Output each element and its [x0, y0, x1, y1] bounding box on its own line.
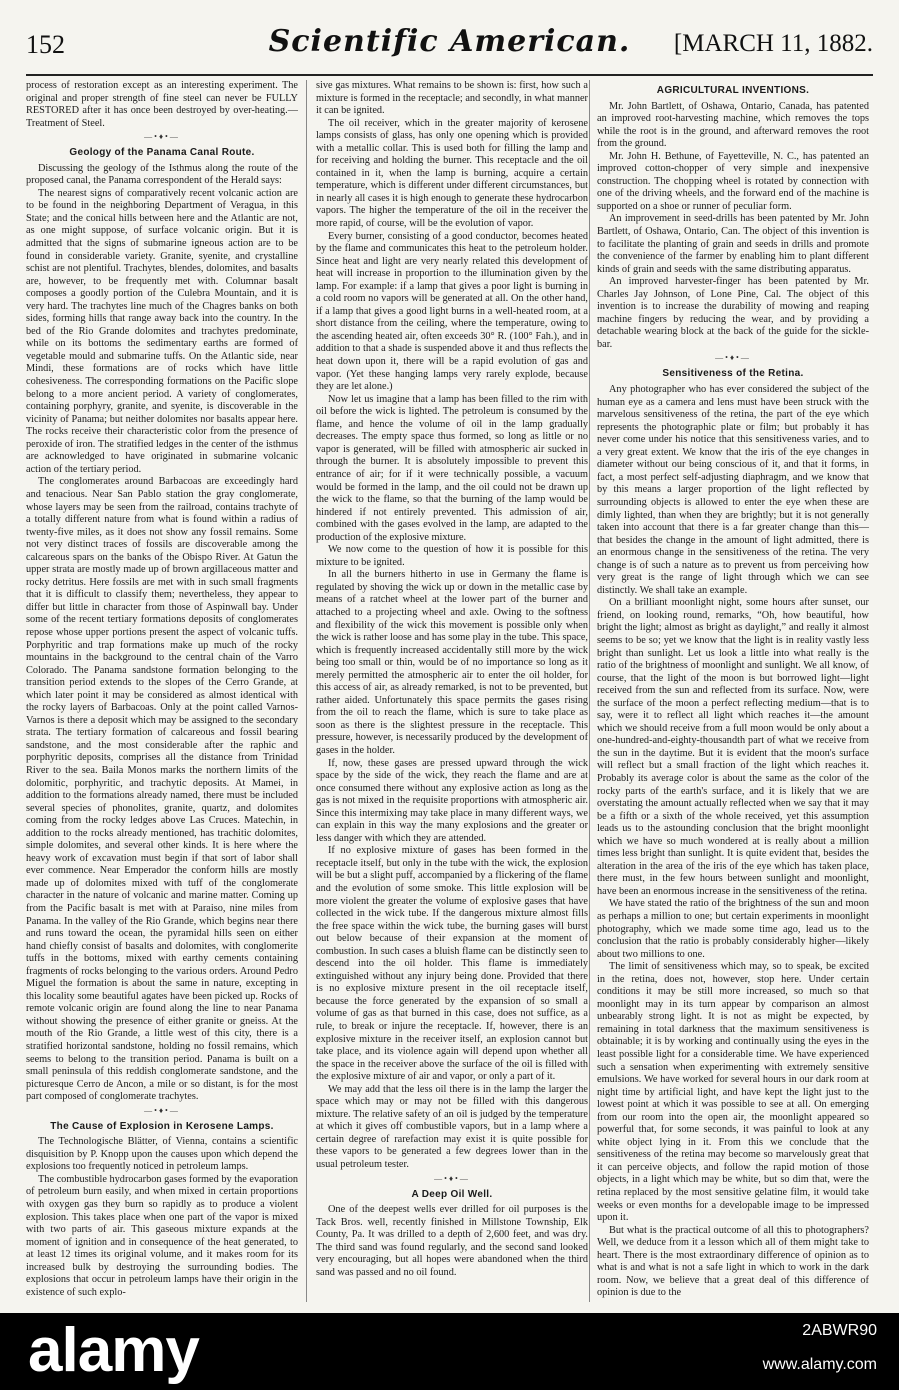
article-heading-kerosene: The Cause of Explosion in Kerosene Lamps. [50, 1120, 274, 1132]
paragraph: We may add that the less oil there is in the lamp the larger the space which may or may not be filled with this dangerous mixture. The relative safety of an oil is judged by the temperature at which it gives off combustible vapors, but in a lamp where a certain degree of rarefaction may exist it is quite possible for these vapors to be generated a few degrees lower than in the usual petroleum tester. [316, 1083, 588, 1171]
image-id: 2ABWR90 [802, 1322, 877, 1339]
site-url: www.alamy.com [762, 1356, 877, 1373]
paragraph: But what is the practical outcome of all this to photographers? Well, we deduce from it a lesson which all of them might take to heart. There is the most extraordinary difference of opinion as to what is and what is not a safe light in which to work in the dark room. Now, we believe that a great deal of this difference of opinion is due to the [597, 1224, 869, 1299]
paragraph: Any photographer who has ever considered the subject of the human eye as a camera and lens must have been struck with the marvelous sensitiveness of the retina, the part of the eye which represents the photographic plate or film; but probably it has never come under his notice that this sensitiveness varies, and to a very great extent. We know that the iris of the eye changes in diameter without our being conscious of it, and that it forms, in fact, a most perfect self-adjusting diaphragm, and we know that by this means a larger proportion of the light reflected by surrounding objects is allowed to enter the eye when these are dimly lighted, than when they are brightly; but it is not generally taken into account that there is a far greater change than this—that besides the change in the amount of light admitted, there is an enormous change in the sensitiveness of the retina. The very change is of such a nature as to prevent us from perceiving how very great is the range of light through which we can see distinctly. We shall take an example. [597, 384, 869, 596]
paragraph: We now come to the question of how it is possible for this mixture to be ignited. [316, 544, 588, 568]
article-heading-retina: Sensitiveness of the Retina. [662, 368, 804, 380]
paragraph: The combustible hydrocarbon gases formed by the evaporation of petroleum burn easily, and when mixed in certain proportions with oxygen gas they burn so rapidly as to produce a violent explosion. This takes place when one part of the vapor is mixed with two parts of air. This gaseous mixture expands at the moment of ignition and in consequence of the heat generated, to at least 12 times its original volume, and it makes room for its increased bulk by destroying the surrounding bodies. The explosions that occur in petroleum lamps have their origin in the existence of such explo- [26, 1173, 298, 1298]
section-ornament: —•♦•— [144, 132, 180, 142]
page-number: 152 [26, 30, 65, 59]
paragraph: The oil receiver, which in the greater majority of kerosene lamps consists of glass, has only one opening which is provided with a metallic collar. This is used both for filling the lamp and for receiving and holding the burner. This receptacle and the oil contained in it, when the lamp is burning, acquire a certain temperature, which is different under different circumstances, but in nearly all cases it is high enough to generate these hydrocarbon vapors. The higher the temperature of the oil in the receiver the more rapid, of course, will be the evolution of vapor. [316, 117, 588, 230]
paragraph: One of the deepest wells ever drilled for oil purposes is the Tack Bros. well, recently finished in Millstone Township, Elk County, Pa. It was drilled to a depth of 2,600 feet, and was dry. The third sand was found regularly, and the second sand looked very encouraging, but all hopes were abandoned when the third sand was passed and no oil found. [316, 1204, 588, 1278]
page-header [26, 22, 873, 70]
paragraph: Mr. John Bartlett, of Oshawa, Ontario, Canada, has patented an improved root-harvesting machine, which removes the tops while the root is in the ground, and afterward removes the root from the ground. [597, 100, 869, 150]
paragraph: The nearest signs of comparatively recent volcanic action are to be found in the neighboring Department of Veragua, in this State; and the conical hills between here and the Atlantic are not, as one might suppose, of surface volcanic origin. But it is admitted that the signs of submarine igneous action are to be found in considerable variety. Granite, syenite, and crystalline schist are not plentiful. Trachytes, blendes, dolomites, and basalts are, however, to be frequently met with. Columnar basalt composes a goodly portion of the Culebra Mountain, and it is very hard. The trachytes line much of the Chagres banks on both sides, forming hills that range away back into the country. In the bed of the Rio Grande dolomites and trachytes predominate, while on its bottoms the sedimentary earths are formed of vegetable mould and submarine tuffs. On the Atlantic side, near Mindi, these formations are of rocks which have little cohesiveness. The corresponding formations on the Pacific slope belong to a more ancient period. A variety of conglomerates, containing porphyry, granite, and syenite, is discoverable in the vicinity of Panama; but neither dolomites nor basalts appear here. The rocks receive their characteristic color from the presence of peroxide of iron. The stratified ledges in the center of the isthmus are acknowledged to have originated in submarine volcanic action of the tertiary period. [26, 187, 298, 475]
paragraph: The conglomerates around Barbacoas are exceedingly hard and tenacious. Near San Pablo station the gray conglomerate, whose layers may be seen from the railroad, contains trachyte of a totally different nature from what is found within a radius of twenty-five miles, as it does not show any fossil remains. Some not very distinct traces of fossils are discoverable among the calcareous spars on the banks of the Obispo River. At Gatun the upper strata are mostly made up of brown argillaceous matter and rocky detritus. Here fossils are met with in such small fragments that it is difficult to classify them; nevertheless, they appear to differ but little in character from those of Aspinwall bay. Under some of the recent tertiary formations deposits of conglomerates repose whose upper portions present the aspect of volcanic tuffs. Porphyritic and trap formations make up much of the rocky mountains in the background to the central chain of the Varro Colorado. The Panama sandstone formation belonging to the transition period extends to the slopes of the Cerro Grande, at which later point it may be considered as almost identical with the rocky layers of Barbacoas. Only at the point called Varnos-Varnos is there a deposit which may be assigned to the secondary strata. The tertiary formation of calcareous and fossil bearing sandstone, and the most considerable after the raphic and porphyritic deposits, comprises all the distance from Trinidad River to the sea. Baila Monos marks the northern limits of the dolomitic, porphyritic, and trachytic deposits. At Mamei, in addition to the formations already named, there must be included several species of phonolites, granite, quartz, and dolomites coming from the rocky ledges above Las Cruces. Matechin, in addition to the rocks already mentioned, has trachitic dolomites, simple dolomites, and several other kinds. It is here where the heavy work of excavation must begin if that sort of labor shall ever commence. Near Emperador the conform hills are mostly made up of dolomites mixed with tuff of the conglomerate character in the nature of volcanic and marine matter. Coming up from the Pacific basalt is met with at Paraiso, nine miles from Panama. In the valley of the Rio Grande, which begins near there and runs toward the ocean, the pyramidal hills seen on either hand chiefly consist of basalts and dolomites, with conglomerite tuffs in the bottoms, mixed with earthy cements containing fragments of rocks belonging to the various orders. Around Pedro Miguel the formation is about the same in nature, excepting in this locality some beautiful agates have been picked up. Rocks of remote volcanic origin are found along the line to near Panama without showing the presence of either granite or gneiss. At the mouth of the Rio Grande, a little west of this city, there is a stratified horizontal sandstone, holding no fossil remains, which seems to belong to the transition period. Panama is built on a small peninsula of this reddish conglomerate sandstone, and the picturesque Cerro de Ancon, a mile or so distant, is for the most part composed of conglomerate trachytes. [26, 476, 298, 1103]
paragraph: Mr. John H. Bethune, of Fayetteville, N. C., has patented an improved cotton-chopper of very simple and inexpensive construction. The chopping wheel is rotated by connection with one of the driving wheels, and the forward end of the machine is supported on a shoe or runner of peculiar form. [597, 150, 869, 212]
alamy-logo: alamy [28, 1316, 199, 1385]
column-2 [316, 80, 588, 1302]
paragraph: Discussing the geology of the Isthmus along the route of the proposed canal, the Panama correspondent of the Herald says: [26, 162, 298, 187]
section-ornament: —•♦•— [144, 1105, 180, 1115]
issue-date: [MARCH 11, 1882. [673, 30, 873, 57]
paragraph: Now let us imagine that a lamp has been filled to the rim with oil before the wick is lighted. The petroleum is consumed by the flame, and hence the volume of oil in the lamp gradually decreases. The empty space thus formed, so long as little or no vapor is generated, will be filled with atmospheric air sucked in through the burner. It is absolutely impossible to prevent this entrance of air; for if it were technically possible, a vacuum would be formed in the lamp, and the oil could not be drawn up the wick to the flame, so that the burning of the lamp would be hindered if not entirely prevented. This admission of air, combined with the gases evolved in the lamp, are adapted to the production of the explosive mixture. [316, 393, 588, 543]
paragraph: The Technologische Blätter, of Vienna, contains a scientific disquisition by P. Knopp upon the causes upon which depend the explosions too frequently noticed in petroleum lamps. [26, 1136, 298, 1173]
section-ornament: —•♦•— [715, 353, 751, 363]
watermark-footer [0, 1313, 899, 1390]
paragraph: process of restoration except as an interesting experiment. The original and proper strength of fine steel can never be FULLY RESTORED after it has once been destroyed by over-heating.—Treatment of Steel. [26, 80, 298, 129]
paragraph: We have stated the ratio of the brightness of the sun and moon as perhaps a million to one; but certain experiments in moonlight photography, which we made some time ago, lead us to the conclusion that the ratio is probably considerably higher—likely about two millions to one. [597, 898, 869, 960]
article-heading-geology: Geology of the Panama Canal Route. [69, 147, 255, 159]
paragraph: Every burner, consisting of a good conductor, becomes heated by the flame and communicates this heat to the petroleum holder. Since heat and light are very nearly related this development of heat will increase in proportion to the illumination given by the lamp. For example: if a lamp that gives a poor light is burning in a cold room no vapors will be generated at all. On the other hand, if a lamp that gives a good light burns in a well-heated room, at a short distance from the ceiling, where the temperature, owing to the ascending heated air, often exceeds 30° R. (100° Fah.), and in addition to that a shade is suspended above it and thus reflects the heat down upon it, there will be a rapid evolution of gas and vapor. (Yet these hanging lamps very rarely explode, because they are let alone.) [316, 230, 588, 393]
paragraph: The limit of sensitiveness which may, so to speak, be excited in the retina, does not, however, stop here. Under certain conditions it may be still more increased, so much so that moonlight may in its turn appear by comparison an almost unbearably strong light. It is not as might be expected, by remaining in total darkness that the maximum sensitiveness is obtainable; it is by working and continually using the eyes in the least possible light for a considerable time. We have experienced such a sensation when experimenting with extremely sensitive emulsions. We have worked for several hours in our dark room at night time by artificial light, and have kept the light just to the lowest point at which it was possible to see at all. On emerging from our room into the open air, the moonlight appeared so powerful that, for some seconds, it was painful to look at any white object lying in it. From this we conclude that the sensitiveness of the retina may become so marvelously great that it can perceive objects, and follow the rapid motion of those objects, in a light which may be white, but so dim that, were the retina replaced by the most sensitive gelatine film, it would take weeks or even months for a developable image to be impressed upon it. [597, 961, 869, 1224]
paragraph: On a brilliant moonlight night, some hours after sunset, our friend, on looking round, remarks, “Oh, how beautiful, how bright the light; almost as bright as daylight,” and really it almost seems to be so; yet we know that the light is in reality vastly less bright than sunlight. Let us look a little into what really is the ratio of the brightness of moonlight and sunlight. We all know, of course, that the light of the moon is but borrowed light—light received from the sun and reflected from its surface. Now, were the surface of the moon a perfect reflecting medium—that is to say, were it to reflect all light which reaches it—the amount which we should receive from a full moon would be only about a one-hundred-and-eighty-thousandth part of what we receive from the sun in the daytime. But it is evident that the moon's surface will reflect but a small fraction of the light which reaches it. Probably its average color is about the same as the color of the rocky parts of the earth's surface, and it is likely that we are overstating the amount actually reflected when we say that it may be a fifth or a sixth of the whole received, yet this assumption leads us to the astounding conclusion that the bright moonlight which we have so much wondered at is really about a million times less bright than sunlight. It is quite evident that, besides the alteration in the area of the iris of the eye which has taken place, there must, in the few hours between sunlight and moonlight, have been an enormous increase in the sensitiveness of the retina. [597, 597, 869, 897]
column-3 [597, 80, 869, 1302]
column-divider [589, 80, 590, 1302]
column-1 [26, 80, 298, 1302]
paragraph: sive gas mixtures. What remains to be shown is: first, how such a mixture is formed in the receptacle; and secondly, in what manner it can be ignited. [316, 80, 588, 117]
paragraph: An improved harvester-finger has been patented by Mr. Charles Jay Johnson, of Lone Pine, Cal. The object of this invention is to increase the durability of mowing and reaping machine fingers by reducing the wear, and by providing a detachable wearing block at the back of the guide for the sickle-bar. [597, 276, 869, 350]
article-heading-oil-well: A Deep Oil Well. [411, 1188, 493, 1200]
paragraph: If, now, these gases are pressed upward through the wick space by the side of the wick, they reach the flame and are at once consumed there without any explosive action as long as the gas is not mixed in the requisite proportions with atmospheric air. Since this intermixing may take place in many different ways, we can explain in this way the many explosions and the greater or less danger with which they are attended. [316, 757, 588, 844]
section-ornament: —•♦•— [434, 1173, 470, 1183]
article-heading-agricultural: AGRICULTURAL INVENTIONS. [656, 85, 810, 96]
paragraph: An improvement in seed-drills has been patented by Mr. John Bartlett, of Oshawa, Ontario, Can. The object of this invention is to facilitate the planting of grain and seeds in drills and promote the convenience of the farmer by enabling him to plant different kinds of grain and seeds with the same distributing apparatus. [597, 213, 869, 275]
header-rule [26, 74, 873, 76]
masthead: Scientific American. [268, 24, 631, 59]
paragraph: If no explosive mixture of gases has been formed in the receptacle itself, but only in the tube with the wick, the explosion will be but a slight puff, accompanied by a flickering of the flame and the evolution of some smoke. This little explosion will be more violent the greater the volume of explosive gases that have collected in the wick tube. If the dangerous mixture almost fills the free space within the wick tube, the burning gases will burst out below because of their expansion at the moment of combustion. In such cases a bluish flame can be distinctly seen to descend into the oil holder. This flame is immediately extinguished without any injury being done. Provided that there is no explosive mixture present in the oil receptacle itself, because the force generated by the expansion of so small a volume of gas as that burned in this case, does not suffice, as a rule, to break or injure the receptacle. If, however, there is an explosive mixture in the receiver itself, an explosion cannot but take place, and its violence again will depend upon whether all the space in the receiver above the surface of the oil is filled with the explosive mixture of air and vapor, or only a part of it. [316, 845, 588, 1083]
column-divider [306, 80, 307, 1302]
paragraph: In all the burners hitherto in use in Germany the flame is regulated by shoving the wick up or down in the metallic case by means of a ratchet wheel at the lower part of the burner and attached to a projecting wheel and axle. Owing to the softness and flexibility of the wick this movement is possible only when the wick is rather loose and has some play in the tube. This space, which is frequently increased accidentally still more by the wick being too small or thin, would be of no importance so long as it merely permitted the atmospheric air to enter the oil holder, for this access of air, as already remarked, is not to be prevented, but rather aided. Unfortunately this space permits the gases rising from the oil to reach the flame, which is sure to take place as soon as there is the slightest pressure in the receptacle. This pressure, however, is necessarily produced by the development of gases in the holder. [316, 569, 588, 756]
